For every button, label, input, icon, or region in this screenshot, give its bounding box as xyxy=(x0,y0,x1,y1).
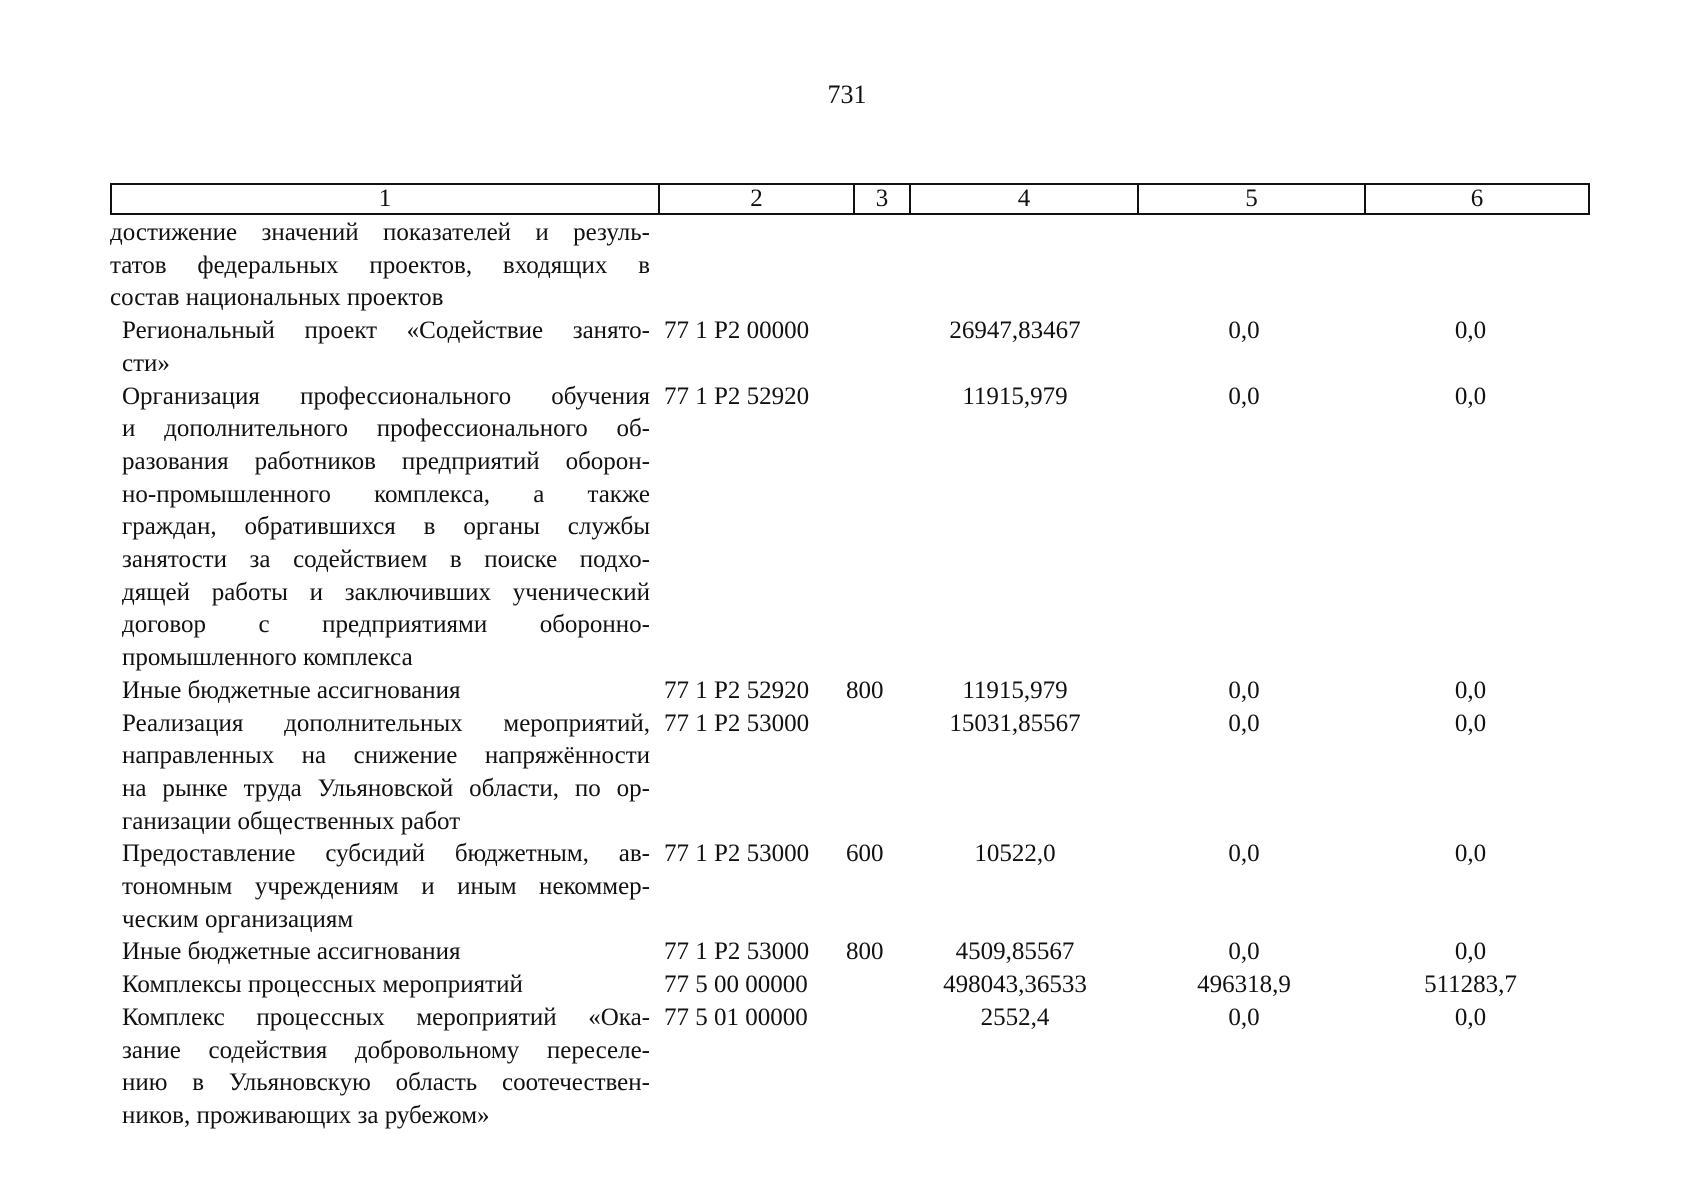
row-value-col4: 11915,979 xyxy=(962,382,1068,410)
row-item-name-line: Иные бюджетные ассигнования xyxy=(122,676,461,704)
row-item-name-line: нию в Ульяновскую область соотечествен- xyxy=(122,1069,650,1097)
row-item-name xyxy=(110,217,650,315)
row-value-col5: 0,0 xyxy=(1228,676,1260,704)
row-expense-type: 600 xyxy=(846,840,884,868)
row-item-name-line: но-промышленного комплекса, а также xyxy=(122,480,650,508)
table-row xyxy=(110,708,1590,839)
column-header-5: 5 xyxy=(1139,185,1366,213)
row-item-name-line: промышленного комплекса xyxy=(122,644,413,672)
row-value-col4: 15031,85567 xyxy=(949,709,1081,737)
row-item-name-line: Реализация дополнительных мероприятий, xyxy=(122,709,650,737)
row-value-col5: 496318,9 xyxy=(1197,971,1291,999)
row-value-col4: 10522,0 xyxy=(974,840,1056,868)
row-value-col4: 26947,83467 xyxy=(949,317,1081,345)
table-column-header-row xyxy=(110,183,1590,215)
row-value-col6: 0,0 xyxy=(1454,676,1487,704)
row-item-name-line: Предоставление субсидий бюджетным, ав- xyxy=(122,840,650,868)
row-item-name xyxy=(110,675,650,708)
row-item-name xyxy=(110,969,650,1002)
row-item-name-line: тономным учреждениям и иным некоммер- xyxy=(122,873,650,901)
row-value-col4: 2552,4 xyxy=(980,1003,1050,1031)
row-item-name xyxy=(110,708,650,839)
table-row xyxy=(110,969,1590,1002)
row-item-name xyxy=(110,838,650,936)
column-header-2: 2 xyxy=(660,185,855,213)
row-item-name-line: достижение значений показателей и резуль- xyxy=(110,219,650,246)
row-item-name-line: договор с предприятиями оборонно- xyxy=(122,611,650,639)
row-value-col5: 0,0 xyxy=(1228,317,1260,345)
row-item-name-line: Комплексы процессных мероприятий xyxy=(122,971,523,999)
row-item-name-line: татов федеральных проектов, входящих в xyxy=(110,251,650,279)
row-value-col6: 0,0 xyxy=(1454,382,1487,410)
row-item-name-line: на рынке труда Ульяновской области, по ор- xyxy=(122,774,650,802)
row-value-col6: 0,0 xyxy=(1454,938,1487,966)
row-value-col4: 498043,36533 xyxy=(943,971,1087,999)
row-target-code: 77 1 Р2 52920 xyxy=(664,676,810,704)
row-item-name-line: ческим организациям xyxy=(122,905,354,933)
table-row xyxy=(110,936,1590,969)
row-value-col6: 0,0 xyxy=(1454,840,1487,868)
row-target-code: 77 1 Р2 00000 xyxy=(664,317,810,345)
row-item-name-line: Организация профессионального обучения xyxy=(122,382,650,410)
row-value-col6: 0,0 xyxy=(1454,1003,1487,1031)
row-value-col5: 0,0 xyxy=(1228,1003,1260,1031)
row-item-name-line: и дополнительного профессионального об- xyxy=(122,415,650,443)
row-expense-type: 800 xyxy=(846,938,884,966)
row-value-col6: 0,0 xyxy=(1454,317,1487,345)
row-expense-type: 800 xyxy=(846,676,884,704)
row-item-name-line: состав национальных проектов xyxy=(110,284,444,312)
row-item-name-line: ганизации общественных работ xyxy=(122,807,461,835)
row-item-name-line: Региональный проект «Содействие занято- xyxy=(122,317,650,345)
page-number: 731 xyxy=(827,80,867,109)
column-header-6: 6 xyxy=(1470,185,1484,212)
row-target-code: 77 1 Р2 53000 xyxy=(664,938,810,966)
row-value-col6: 0,0 xyxy=(1454,709,1487,737)
row-value-col6: 511283,7 xyxy=(1424,971,1517,999)
row-item-name-line: Иные бюджетные ассигнования xyxy=(122,938,461,966)
row-target-code: 77 1 Р2 52920 xyxy=(664,382,810,410)
table-row xyxy=(110,381,1590,675)
row-target-code: 77 5 00 00000 xyxy=(664,971,808,999)
column-header-3: 3 xyxy=(855,185,911,213)
table-row xyxy=(110,217,1590,315)
row-item-name-line: дящей работы и заключивших ученический xyxy=(122,578,650,606)
table-row xyxy=(110,675,1590,708)
row-item-name-line: граждан, обратившихся в органы службы xyxy=(122,513,650,541)
table-row xyxy=(110,315,1590,380)
column-header-4: 4 xyxy=(911,185,1139,213)
table-row xyxy=(110,1002,1590,1133)
row-item-name-line: разования работников предприятий оборон- xyxy=(122,447,650,475)
row-value-col4: 4509,85567 xyxy=(955,938,1075,966)
row-item-name-line: направленных на снижение напряжённости xyxy=(122,742,650,770)
row-value-col5: 0,0 xyxy=(1228,840,1260,868)
column-header-1: 1 xyxy=(112,185,660,213)
row-target-code: 77 5 01 00000 xyxy=(664,1003,808,1031)
row-target-code: 77 1 Р2 53000 xyxy=(664,840,810,868)
row-item-name xyxy=(110,1002,650,1133)
row-item-name xyxy=(110,936,650,969)
row-value-col5: 0,0 xyxy=(1228,382,1260,410)
row-value-col5: 0,0 xyxy=(1228,709,1260,737)
row-value-col4: 11915,979 xyxy=(962,676,1068,704)
row-item-name-line: ников, проживающих за рубежом» xyxy=(122,1101,490,1129)
budget-table-body xyxy=(110,217,1590,1133)
table-row xyxy=(110,838,1590,936)
row-item-name xyxy=(110,315,650,380)
row-item-name-line: сти» xyxy=(122,349,170,377)
row-item-name xyxy=(110,381,650,675)
row-item-name-line: зание содействия добровольному переселе- xyxy=(122,1036,650,1064)
row-item-name-line: Комплекс процессных мероприятий «Ока- xyxy=(122,1003,650,1031)
row-value-col5: 0,0 xyxy=(1228,938,1260,966)
row-target-code: 77 1 Р2 53000 xyxy=(664,709,810,737)
row-item-name-line: занятости за содействием в поиске подхо- xyxy=(122,546,650,574)
